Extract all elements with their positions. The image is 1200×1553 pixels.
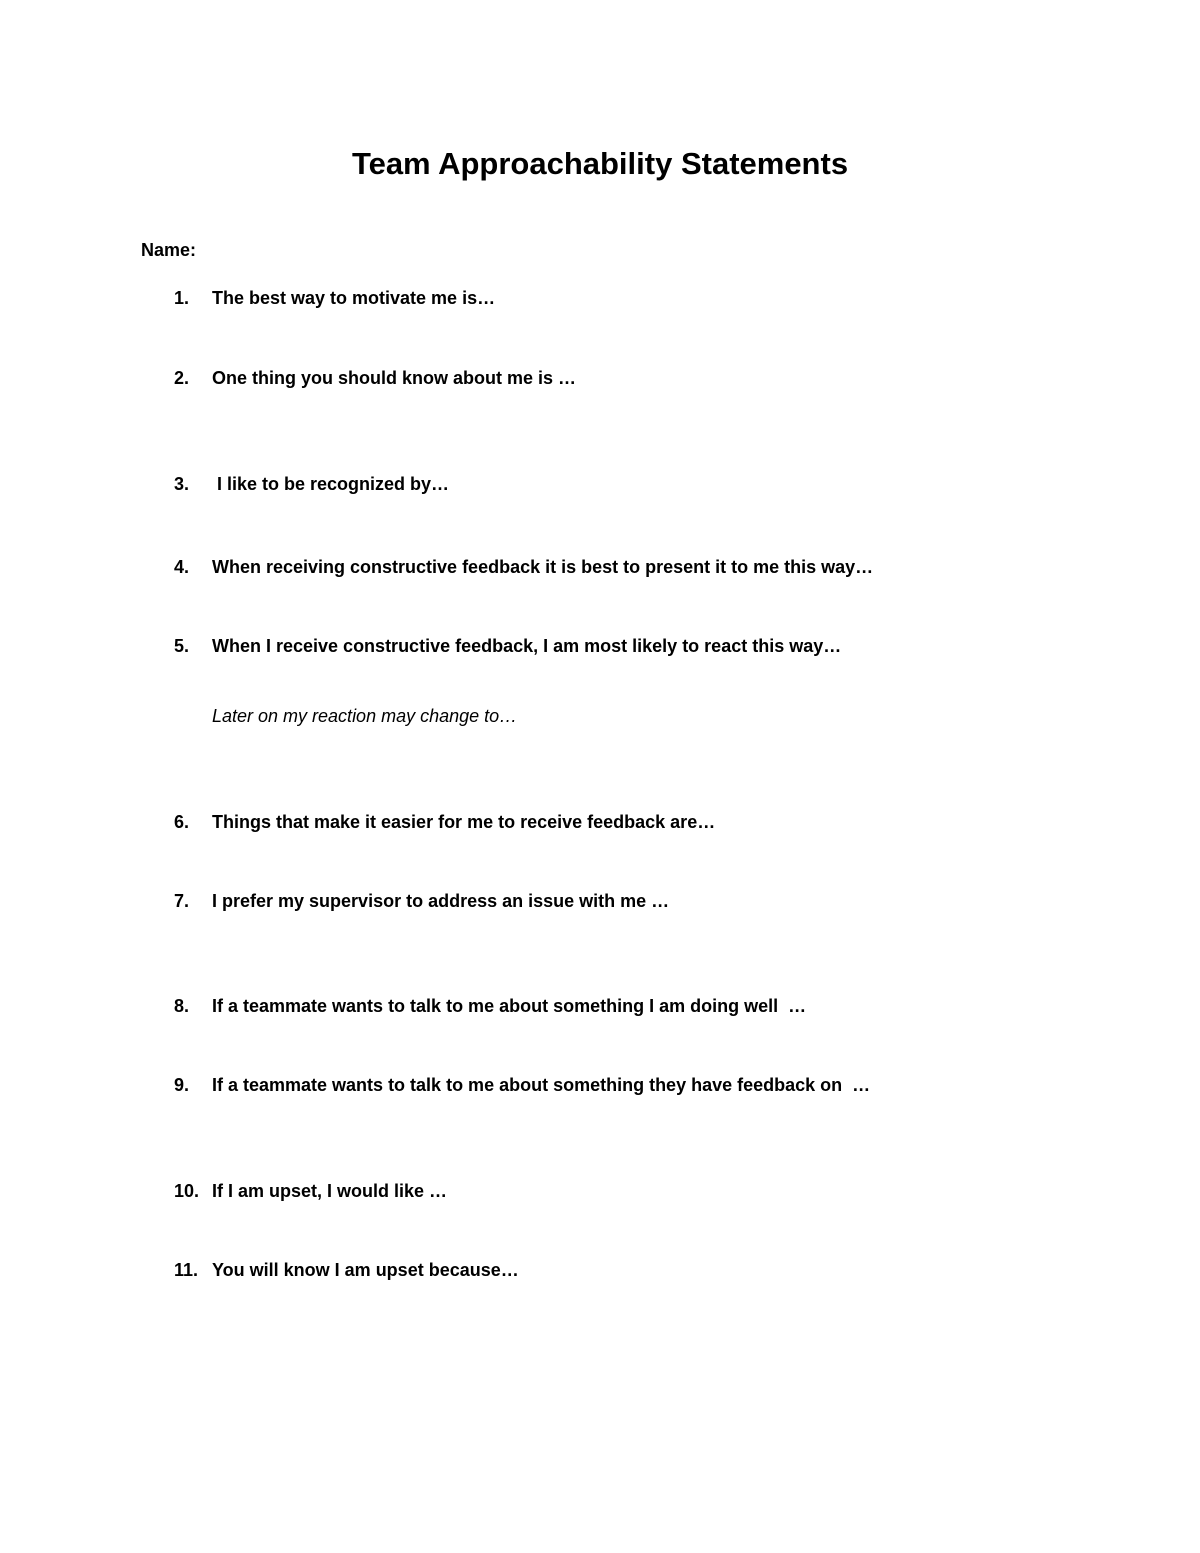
item-number: 9.	[174, 1075, 190, 1095]
list-item	[174, 994, 1074, 1018]
list-item	[174, 555, 1074, 579]
list-item	[174, 1179, 1074, 1203]
list-item	[174, 634, 1074, 658]
list-item	[174, 1073, 1074, 1097]
item-text: You will know I am upset because…	[212, 1260, 519, 1280]
item-number: 4.	[174, 557, 190, 577]
item-text: If a teammate wants to talk to me about something they have feedback on …	[212, 1075, 871, 1095]
item-text: One thing you should know about me is …	[212, 368, 577, 388]
item-number: 7.	[174, 891, 190, 911]
item-text: I prefer my supervisor to address an issue with me …	[212, 891, 670, 911]
list-item	[174, 472, 1074, 496]
item-number: 8.	[174, 996, 190, 1016]
item-text: If I am upset, I would like …	[212, 1181, 448, 1201]
item-text: When receiving constructive feedback it is best to present it to me this way…	[212, 557, 874, 577]
list-item	[174, 286, 1074, 310]
item-number: 5.	[174, 636, 190, 656]
page-title: Team Approachability Statements	[351, 146, 849, 181]
list-item	[174, 889, 1074, 913]
item-number: 2.	[174, 368, 190, 388]
name-label: Name:	[141, 240, 197, 260]
item-number: 3.	[174, 474, 190, 494]
item-text: I like to be recognized by…	[212, 474, 450, 494]
list-item	[174, 366, 1074, 390]
item-number: 10.	[174, 1181, 200, 1201]
item-number: 1.	[174, 288, 190, 308]
item-number: 6.	[174, 812, 190, 832]
list-item	[174, 1258, 1074, 1282]
item-text: Things that make it easier for me to receive feedback are…	[212, 812, 716, 832]
list-item	[174, 810, 1074, 834]
item-text: When I receive constructive feedback, I am most likely to react this way…	[212, 636, 842, 656]
item-text: If a teammate wants to talk to me about something I am doing well …	[212, 996, 807, 1016]
item-number: 11.	[174, 1260, 199, 1280]
item-text: The best way to motivate me is…	[212, 288, 496, 308]
item-subnote: Later on my reaction may change to…	[212, 706, 518, 726]
